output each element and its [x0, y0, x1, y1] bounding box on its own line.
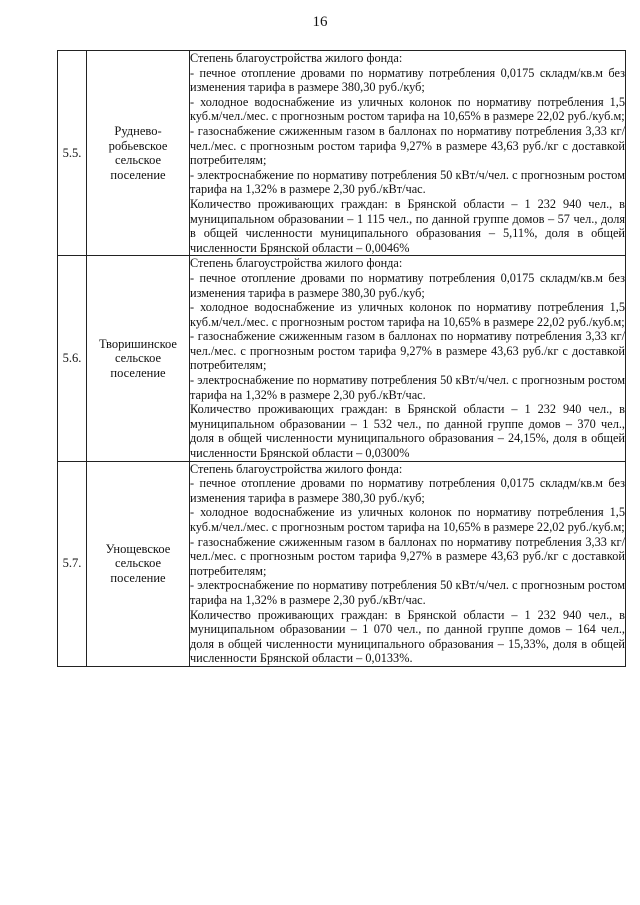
settlement-name-line: Творишинское [99, 336, 177, 351]
electricity-item: - электроснабжение по нормативу потребления 50 кВт/ч/чел. с прогнозным ростом тарифа на 1,32% в размере 2,30 руб./кВт/час. [190, 373, 625, 402]
water-supply-item: - холодное водоснабжение из уличных колонок по нормативу потребления 1,5 куб.м/чел./мес. с прогнозным ростом тарифа на 10,65% в размере 22,02 руб./куб.м; [190, 94, 625, 124]
settlement-name-line: сельское [114, 153, 162, 168]
gas-supply-item: - газоснабжение сжиженным газом в баллонах по нормативу потребления 3,33 кг/чел./мес. с прогнозным ростом тарифа 9,27% в размере 43,63 руб./кг с доставкой потребителям; [190, 329, 625, 373]
settlement-description [190, 256, 626, 461]
settlement-name [87, 256, 190, 461]
gas-supply-item: - газоснабжение сжиженным газом в баллонах по нормативу потребления 3,33 кг/чел./мес. с прогнозным ростом тарифа 9,27% в размере 43,63 руб./кг с доставкой потребителям; [190, 123, 625, 168]
settlement-name-line: робьевское [108, 138, 168, 153]
population-item: Количество проживающих граждан: в Брянской области – 1 232 940 чел., в муниципальном образовании – 1 532 чел., по данной группе домов – 370 чел., доля в общей численности муниципального образования – 24,15%, доля в общей численности Брянской области – 0,0300% [190, 402, 625, 461]
settlement-name-line: поселение [110, 571, 166, 586]
population-item: Количество проживающих граждан: в Брянской области – 1 232 940 чел., в муниципальном образовании – 1 070 чел., по данной группе домов – 164 чел., доля в общей численности муниципального образования – 15,33%, доля в общей численности Брянской области – 0,0133%. [190, 607, 625, 666]
settlement-name-line: поселение [110, 365, 166, 380]
description-heading: Степень благоустройства жилого фонда: [190, 51, 403, 65]
population-item: Количество проживающих граждан: в Брянской области – 1 232 940 чел., в муниципальном образовании – 1 115 чел., по данной группе домов – 57 чел., доля в общей численности муниципального образования – 5,11%, доля в общей численности Брянской области – 0,0046% [190, 196, 625, 255]
water-supply-item: - холодное водоснабжение из уличных колонок по нормативу потребления 1,5 куб.м/чел./мес. с прогнозным ростом тарифа на 10,65% в размере 22,02 руб./куб.м; [190, 505, 625, 534]
settlement-description [190, 461, 626, 666]
electricity-item: - электроснабжение по нормативу потребления 50 кВт/ч/чел. с прогнозным ростом тарифа на 1,32% в размере 2,30 руб./кВт/час. [190, 167, 625, 197]
description-heading: Степень благоустройства жилого фонда: [190, 461, 403, 476]
settlement-name-line: сельское [114, 351, 162, 366]
settlements-table [57, 50, 626, 667]
electricity-item: - электроснабжение по нормативу потребления 50 кВт/ч/чел. с прогнозным ростом тарифа на 1,32% в размере 2,30 руб./кВт/час. [190, 578, 625, 607]
table-row [58, 461, 626, 666]
settlement-name-line: поселение [110, 167, 166, 182]
settlement-name-line: Руднево- [114, 123, 162, 138]
settlement-name [87, 461, 190, 666]
row-number: 5.5. [58, 51, 87, 256]
settlement-name-line: Унощевское [105, 541, 171, 556]
heating-item: - печное отопление дровами по нормативу потребления 0,0175 складм/кв.м без изменения тарифа в размере 380,30 руб./куб; [190, 65, 625, 95]
settlement-name-line: сельское [114, 556, 162, 571]
row-number: 5.6. [58, 256, 87, 461]
settlement-name [87, 51, 190, 256]
gas-supply-item: - газоснабжение сжиженным газом в баллонах по нормативу потребления 3,33 кг/чел./мес. с прогнозным ростом тарифа 9,27% в размере 43,63 руб./кг с доставкой потребителям; [190, 534, 625, 578]
heating-item: - печное отопление дровами по нормативу потребления 0,0175 складм/кв.м без изменения тарифа в размере 380,30 руб./куб; [190, 270, 625, 300]
description-heading: Степень благоустройства жилого фонда: [190, 256, 403, 271]
table-row [58, 51, 626, 256]
page-number: 16 [312, 14, 328, 30]
heating-item: - печное отопление дровами по нормативу потребления 0,0175 складм/кв.м без изменения тарифа в размере 380,30 руб./куб; [190, 476, 625, 505]
settlement-description [190, 51, 626, 256]
table-row [58, 256, 626, 461]
water-supply-item: - холодное водоснабжение из уличных колонок по нормативу потребления 1,5 куб.м/чел./мес. с прогнозным ростом тарифа на 10,65% в размере 22,02 руб./куб.м; [190, 300, 625, 329]
row-number: 5.7. [58, 461, 87, 666]
